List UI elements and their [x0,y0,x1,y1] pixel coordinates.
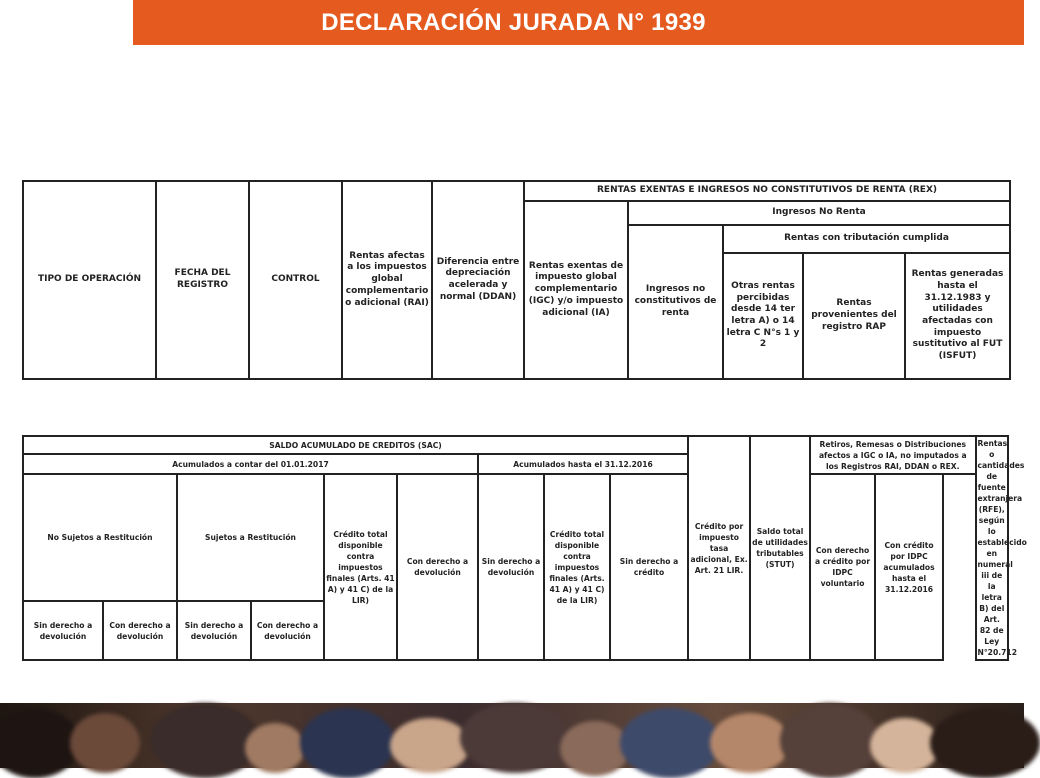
header-sin-derecho-2016: Sin derecho a devolución [478,474,544,660]
header-no-sujetos-sin-derecho: Sin derecho a devolución [23,601,103,660]
header-rentas-exentas: Rentas exentas de impuesto global complementario (IGC) y/o impuesto adicional (IA) [524,201,628,379]
header-ingresos-no-constitutivos: Ingresos no constitutivos de renta [628,225,723,379]
header-acum-2017: Acumulados a contar del 01.01.2017 [23,454,478,474]
header-rex: RENTAS EXENTAS E INGRESOS NO CONSTITUTIVOS DE RENTA (REX) [524,181,1010,201]
header-sujetos-sin-derecho: Sin derecho a devolución [177,601,251,660]
header-credito-total-2016: Crédito total disponible contra impuestos finales (Arts. 41 A) y 41 C) de la LIR) [544,474,610,660]
page-title: DECLARACIÓN JURADA N° 1939 [321,8,706,36]
header-registro-rap: Rentas provenientes del registro RAP [803,253,905,379]
header-fecha-registro: FECHA DEL REGISTRO [156,181,249,379]
header-sac: SALDO ACUMULADO DE CREDITOS (SAC) [23,436,688,454]
header-sujetos-con-derecho: Con derecho a devolución [251,601,324,660]
title-banner [133,0,1024,45]
header-control: CONTROL [249,181,342,379]
header-tributacion-cumplida: Rentas con tributación cumplida [723,225,1010,253]
header-retiros: Retiros, Remesas o Distribuciones afectos a IGC o IA, no imputados a los Registros RAI, DDAN o REX. [810,436,975,474]
header-sujetos: Sujetos a Restitución [177,474,324,601]
header-ddan: Diferencia entre depreciación acelerada y normal (DDAN) [432,181,524,379]
header-acum-2016: Acumulados hasta el 31.12.2016 [478,454,688,474]
header-rai: Rentas afectas a los impuestos global complementario o adicional (RAI) [342,181,432,379]
header-stut: Saldo total de utilidades tributables (STUT) [750,436,810,660]
header-ingresos-no-renta: Ingresos No Renta [628,201,1010,225]
header-sin-derecho-credito: Sin derecho a crédito [610,474,688,660]
crowd-photo-strip [0,703,1024,768]
header-no-sujetos: No Sujetos a Restitución [23,474,177,601]
registros-table [22,180,1011,380]
sac-table [22,435,1027,661]
header-tipo-operacion: TIPO DE OPERACIÓN [23,181,156,379]
header-rfe: Rentas o cantidades de fuente extranjera (RFE), según lo establecido en numeral iii de la letra B) del Art. 82 de Ley N°20.712 [976,436,1008,660]
header-con-credito-idpc: Con crédito por IDPC acumulados hasta el 31.12.2016 [875,474,943,660]
header-con-derecho-idpc: Con derecho a crédito por IDPC voluntario [810,474,875,660]
header-no-sujetos-con-derecho: Con derecho a devolución [103,601,177,660]
header-credito-tasa: Crédito por impuesto tasa adicional, Ex. Art. 21 LIR. [688,436,750,660]
header-otras-rentas: Otras rentas percibidas desde 14 ter letra A) o 14 letra C N°s 1 y 2 [723,253,803,379]
header-con-derecho-2016: Con derecho a devolución [397,474,478,660]
header-credito-total-2017: Crédito total disponible contra impuestos finales (Arts. 41 A) y 41 C) de la LIR) [324,474,397,660]
header-isfut: Rentas generadas hasta el 31.12.1983 y utilidades afectadas con impuesto sustitutivo al FUT (ISFUT) [905,253,1010,379]
